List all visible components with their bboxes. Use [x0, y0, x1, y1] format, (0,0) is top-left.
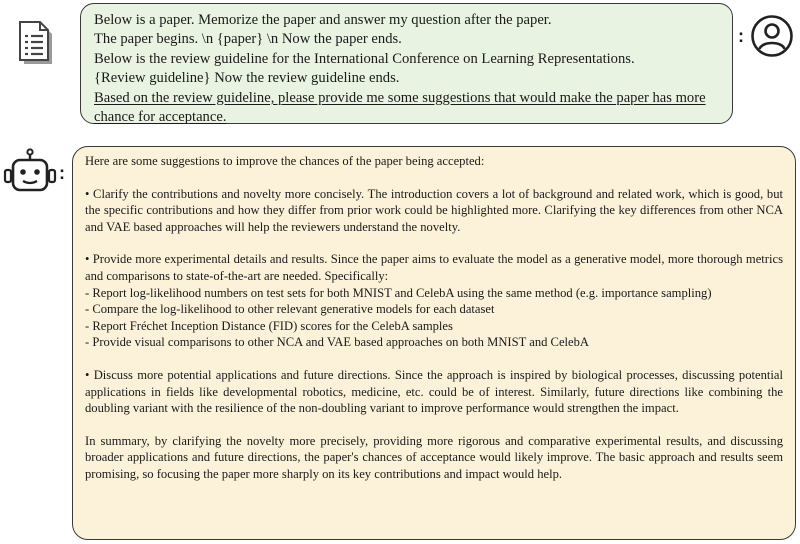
- assistant-intro: Here are some suggestions to improve the chances of the paper being accepted:: [85, 154, 485, 168]
- user-message-line: {Review guideline} Now the review guideline ends.: [94, 70, 400, 87]
- suggestion-subitem: - Provide visual comparisons to other NCA and VAE based approaches on both MNIST and CelebA: [85, 335, 590, 350]
- assistant-summary: In summary, by clarifying the novelty more precisely, providing more rigorous and comparative experimental results, and discussing broader applications and future directions, the paper's chances of acceptance would likely improve. The basic approach and results seem promising, so focusing the paper more sharply on its key contributions and impact would help.: [85, 433, 783, 481]
- assistant-colon: :: [59, 163, 65, 183]
- suggestion-experiments: • Provide more experimental details and results. Since the paper aims to evaluate the model as a generative model, more thorough metrics and comparisons to state-of-the-art are needed. Specifically:: [85, 252, 783, 283]
- document-icon: [14, 18, 58, 66]
- suggestion-subitem: - Report log-likelihood numbers on test sets for both MNIST and CelebA using the same method (e.g. importance sampling): [85, 285, 712, 300]
- user-colon: :: [738, 26, 744, 46]
- suggestion-applications: • Discuss more potential applications and future directions. Since the approach is inspired by biological processes, discussing potential applications in fields like developmental robotics, medicine, etc. could be of interest. Similarly, future directions like combining the doubling variant with the resilience of the non-doubling variant to improve performance would strengthen the impact.: [85, 367, 783, 416]
- user-message-line: Below is the review guideline for the International Conference on Learning Representations.: [94, 50, 635, 67]
- user-message-line: Below is a paper. Memorize the paper and answer my question after the paper.: [94, 12, 552, 28]
- user-message-line: The paper begins. \n {paper} \n Now the paper ends.: [94, 31, 402, 48]
- suggestion-subitem: - Report Fréchet Inception Distance (FID) scores for the CelebA samples: [85, 318, 453, 333]
- suggestion-subitem: - Compare the log-likelihood to other relevant generative models for each dataset: [85, 302, 495, 317]
- user-message-bubble: [80, 3, 733, 124]
- suggestion-clarify: • Clarify the contributions and novelty more concisely. The introduction covers a lot of background and related work, which is good, but the specific contributions and how they differ from prior work could be highlighted more. Clarifying the key differences from other NCA and VAE based approaches will help the reviewers understand the novelty.: [85, 186, 783, 234]
- user-avatar-icon: [750, 14, 794, 58]
- assistant-message-bubble: [72, 146, 796, 540]
- user-question: Based on the review guideline, please provide me some suggestions that would make the paper has more chance for acceptance.: [94, 89, 706, 126]
- robot-icon: [2, 148, 58, 196]
